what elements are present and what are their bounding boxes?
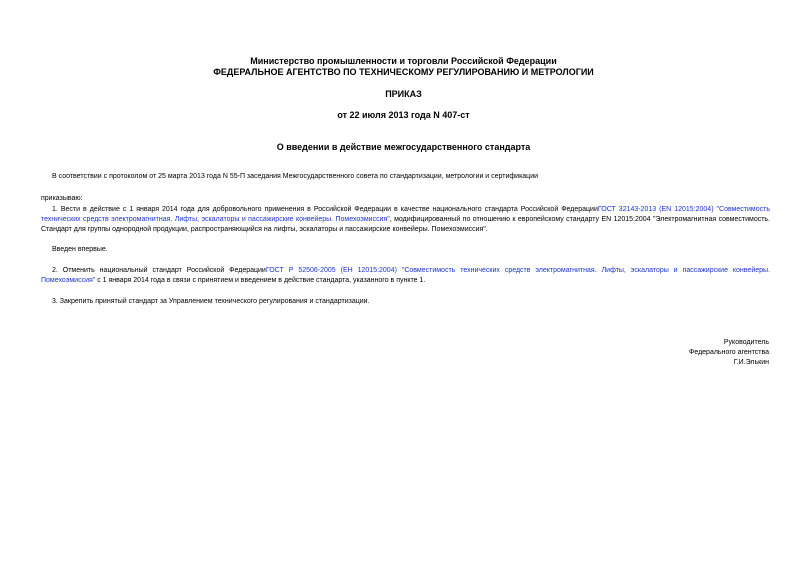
item-3: 3. Закрепить принятый стандарт за Управлением технического регулирования и стандартизации. <box>52 298 370 305</box>
agency-name: ФЕДЕРАЛЬНОЕ АГЕНТСТВО ПО ТЕХНИЧЕСКОМУ РЕГУЛИРОВАНИЮ И МЕТРОЛОГИИ <box>213 67 594 77</box>
document-date-number: от 22 июля 2013 года N 407-ст <box>337 110 470 120</box>
item-1-text-after: , модифицированный по отношению к европейскому стандарту EN 12015:2004 "Электромагнитная совместимость. Стандарт для группы однородной продукции, распространяющийся на лифты, эскалаторы и пассажирские конвейеры. Помехоэмиссия". <box>41 216 771 233</box>
document-title: О введении в действие межгосударственного стандарта <box>276 142 531 152</box>
item-2-text-before: 2. Отменить национальный стандарт Российской Федерации <box>52 267 266 274</box>
item-2 <box>41 266 770 286</box>
signature-name: Г.И.Элькин <box>733 359 769 366</box>
preamble: В соответствии с протоколом от 25 марта 2013 года N 55-П заседания Межгосударственного совета по стандартизации, метрологии и сертификации <box>52 173 539 180</box>
gost-r-52506-link[interactable]: ГОСТ Р 52506-2005 (ЕН 12015:2004) "Совместимость технических средств электромагнитная. Лифты, эскалаторы и пассажирские конвейеры. Помехоэмиссия" <box>41 267 770 284</box>
introduced-first-note: Введен впервые. <box>52 246 108 253</box>
signature-title: Руководитель <box>723 339 769 346</box>
signature-organization: Федерального агентства <box>689 349 769 356</box>
item-2-text-after: с 1 января 2014 года в связи с принятием и введением в действие стандарта, указанного в пункте 1. <box>95 277 426 284</box>
ministry-name: Министерство промышленности и торговли Российской Федерации <box>250 56 557 66</box>
gost-32143-link[interactable]: ГОСТ 32143-2013 (EN 12015:2004) "Совместимость технических средств электромагнитная. Лифты, эскалаторы и пассажирские конвейеры. Помехоэмиссия" <box>41 206 770 223</box>
document-type: ПРИКАЗ <box>385 89 422 99</box>
order-word: приказываю: <box>41 195 83 202</box>
item-1-text-before: 1. Вести в действие с 1 января 2014 года для добровольного применения в Российской Федерации в качестве национального стандарта Российской Федерации <box>52 206 598 213</box>
item-1 <box>41 205 770 235</box>
